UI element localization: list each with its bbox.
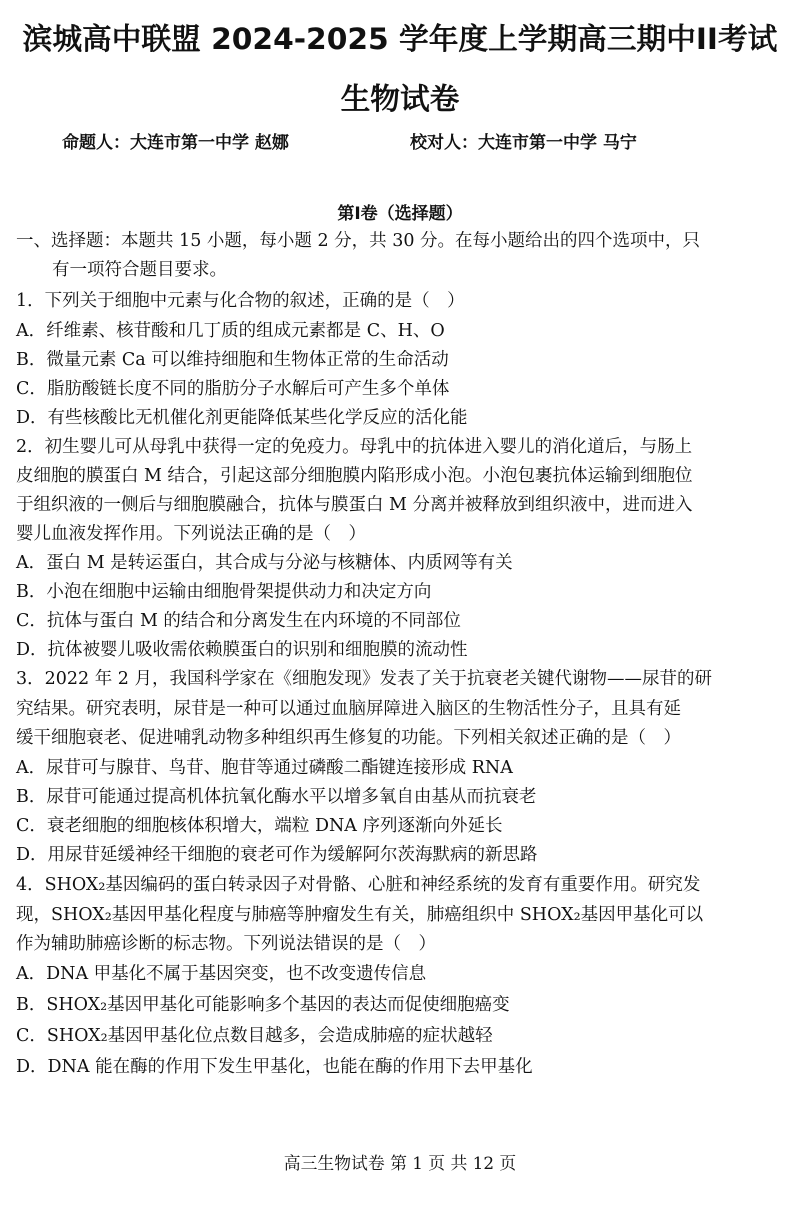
instructions-line-2: 有一项符合题目要求。 [52, 260, 227, 280]
question-1-option-b: B．微量元素 Ca 可以维持细胞和生物体正常的生命活动 [16, 350, 449, 370]
question-3-stem-line-1: 3．2022 年 2 月，我国科学家在《细胞发现》发表了关于抗衰老关键代谢物——尿苷的研 [16, 669, 712, 689]
question-2-stem-line-3: 于组织液的一侧后与细胞膜融合，抗体与膜蛋白 M 分离并被释放到组织液中，进而进入 [16, 495, 693, 515]
question-1-stem: 1．下列关于细胞中元素与化合物的叙述，正确的是（ ） [16, 291, 465, 311]
question-3-option-d: D．用尿苷延缓神经干细胞的衰老可作为缓解阿尔茨海默病的新思路 [16, 845, 538, 865]
exam-title: 滨城高中联盟 2024-2025 学年度上学期高三期中II考试 [22, 22, 778, 57]
question-1-option-c: C．脂肪酸链长度不同的脂肪分子水解后可产生多个单体 [16, 379, 450, 399]
question-4-option-c: C．SHOX₂基因甲基化位点数目越多，会造成肺癌的症状越轻 [16, 1026, 493, 1046]
question-1-option-a: A．纤维素、核苷酸和几丁质的组成元素都是 C、H、O [16, 321, 445, 341]
question-2-stem-line-2: 皮细胞的膜蛋白 M 结合，引起这部分细胞膜内陷形成小泡。小泡包裹抗体运输到细胞位 [16, 466, 693, 486]
question-3-stem-line-3: 缓干细胞衰老、促进哺乳动物多种组织再生修复的功能。下列相关叙述正确的是（ ） [16, 728, 681, 748]
question-4-option-a: A．DNA 甲基化不属于基因突变，也不改变遗传信息 [16, 964, 427, 984]
question-4-stem-line-3: 作为辅助肺癌诊断的标志物。下列说法错误的是（ ） [16, 934, 436, 954]
question-3-option-c: C．衰老细胞的细胞核体积增大，端粒 DNA 序列逐渐向外延长 [16, 816, 503, 836]
question-4-stem-line-2: 现，SHOX₂基因甲基化程度与肺癌等肿瘤发生有关，肺癌组织中 SHOX₂基因甲基化可以 [16, 905, 704, 925]
question-4-option-d: D．DNA 能在酶的作用下发生甲基化，也能在酶的作用下去甲基化 [16, 1057, 533, 1077]
question-3-option-a: A．尿苷可与腺苷、鸟苷、胞苷等通过磷酸二酯键连接形成 RNA [16, 758, 513, 778]
question-2-stem-line-4: 婴儿血液发挥作用。下列说法正确的是（ ） [16, 524, 366, 544]
question-4-stem-line-1: 4．SHOX₂基因编码的蛋白转录因子对骨骼、心脏和神经系统的发育有重要作用。研究发 [16, 875, 701, 895]
question-2-option-b: B．小泡在细胞中运输由细胞骨架提供动力和决定方向 [16, 582, 432, 602]
question-1-option-d: D．有些核酸比无机催化剂更能降低某些化学反应的活化能 [16, 408, 468, 428]
page-footer: 高三生物试卷 第 1 页 共 12 页 [283, 1153, 517, 1173]
proofreader-line: 校对人：大连市第一中学 马宁 [410, 133, 637, 153]
question-3-option-b: B．尿苷可能通过提高机体抗氧化酶水平以增多氧自由基从而抗衰老 [16, 787, 537, 807]
question-2-option-c: C．抗体与蛋白 M 的结合和分离发生在内环境的不同部位 [16, 611, 461, 631]
question-2-stem-line-1: 2．初生婴儿可从母乳中获得一定的免疫力。母乳中的抗体进入婴儿的消化道后，与肠上 [16, 437, 693, 457]
author-line: 命题人：大连市第一中学 赵娜 [62, 133, 289, 153]
question-4-option-b: B．SHOX₂基因甲基化可能影响多个基因的表达而促使细胞癌变 [16, 995, 510, 1015]
section-title: 第Ⅰ卷（选择题） [337, 204, 463, 224]
exam-subject: 生物试卷 [340, 82, 460, 117]
question-3-stem-line-2: 究结果。研究表明，尿苷是一种可以通过血脑屏障进入脑区的生物活性分子，且具有延 [16, 699, 681, 719]
instructions-line-1: 一、选择题：本题共 15 小题，每小题 2 分，共 30 分。在每小题给出的四个选项中，只 [16, 231, 701, 251]
question-2-option-d: D．抗体被婴儿吸收需依赖膜蛋白的识别和细胞膜的流动性 [16, 640, 468, 660]
question-2-option-a: A．蛋白 M 是转运蛋白，其合成与分泌与核糖体、内质网等有关 [16, 553, 513, 573]
